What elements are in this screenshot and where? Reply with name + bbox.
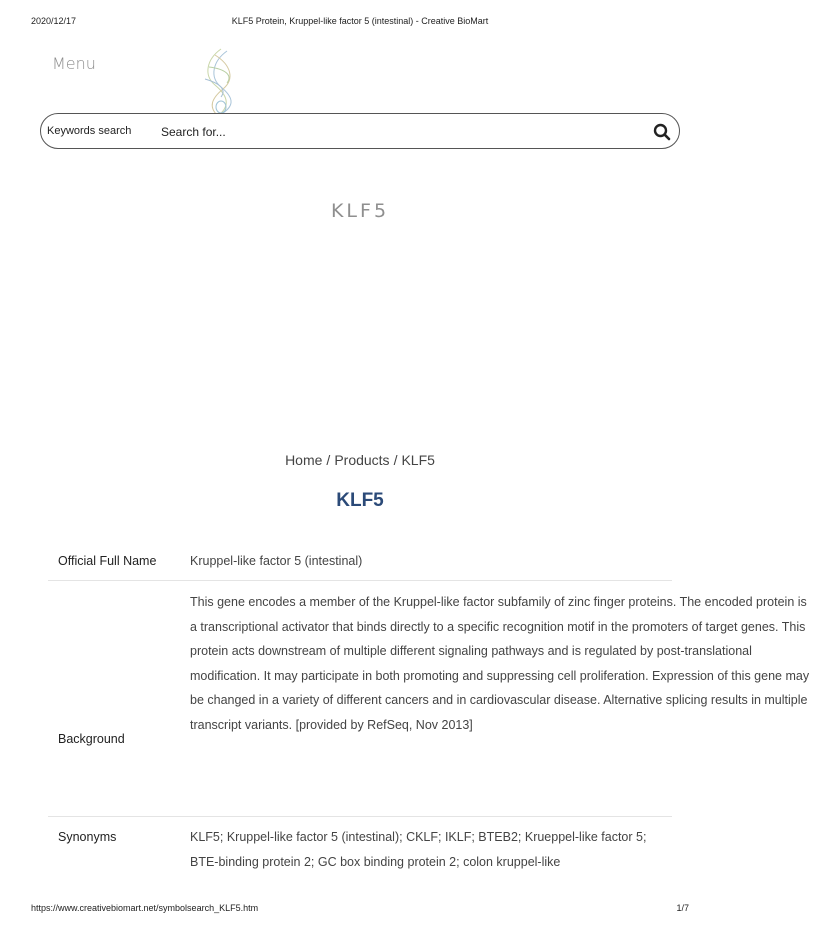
background-label: Background	[58, 732, 125, 746]
print-url: https://www.creativebiomart.net/symbolsearch_KLF5.htm	[31, 903, 259, 913]
background-value: This gene encodes a member of the Kruppel-like factor subfamily of zinc finger proteins. The encoded protein is a transcriptional activator that binds directly to a specific recognition motif in the promoters of target genes. This protein acts downstream of multiple different signaling pathways and is regulated by post-translational modification. It may participate in both promoting and suppressing cell proliferation. Expression of this gene may be changed in a variety of different cancers and in cardiovascular disease. Alternative splicing results in multiple transcript variants. [provided by RefSeq, Nov 2013]	[190, 595, 810, 732]
search-icon[interactable]	[652, 122, 672, 142]
menu-button[interactable]: Menu	[52, 54, 96, 73]
info-row-synonyms	[48, 817, 672, 877]
print-header	[0, 16, 720, 30]
search-bar	[40, 113, 680, 149]
hero-title: KLF5	[330, 200, 390, 222]
info-row-background	[48, 581, 810, 817]
synonyms-label: Synonyms	[58, 830, 117, 844]
breadcrumb	[0, 452, 720, 468]
page-title: KLF5	[336, 490, 384, 511]
print-page-title: KLF5 Protein, Kruppel-like factor 5 (intestinal) - Creative BioMart	[231, 16, 489, 26]
search-scope-selector[interactable]: Keywords search	[47, 125, 132, 137]
print-date: 2020/12/17	[31, 16, 77, 26]
breadcrumb-products[interactable]: Products	[334, 452, 390, 468]
print-page-number: 1/7	[676, 903, 689, 913]
synonyms-value: KLF5; Kruppel-like factor 5 (intestinal); CKLF; IKLF; BTEB2; Krueppel-like factor 5; BTE-binding protein 2; GC box binding protein 2; colon kruppel-like	[190, 830, 647, 869]
breadcrumb-home[interactable]: Home	[285, 452, 323, 468]
search-input[interactable]	[161, 120, 631, 144]
product-info-table	[48, 541, 810, 877]
breadcrumb-current[interactable]: KLF5	[401, 452, 435, 468]
breadcrumb-separator: /	[326, 452, 331, 468]
official-full-name-label: Official Full Name	[58, 554, 157, 568]
print-footer	[0, 903, 720, 917]
spiral-leaf-logo-icon[interactable]	[197, 45, 245, 117]
official-full-name-value: Kruppel-like factor 5 (intestinal)	[190, 554, 363, 568]
breadcrumb-separator: /	[393, 452, 398, 468]
